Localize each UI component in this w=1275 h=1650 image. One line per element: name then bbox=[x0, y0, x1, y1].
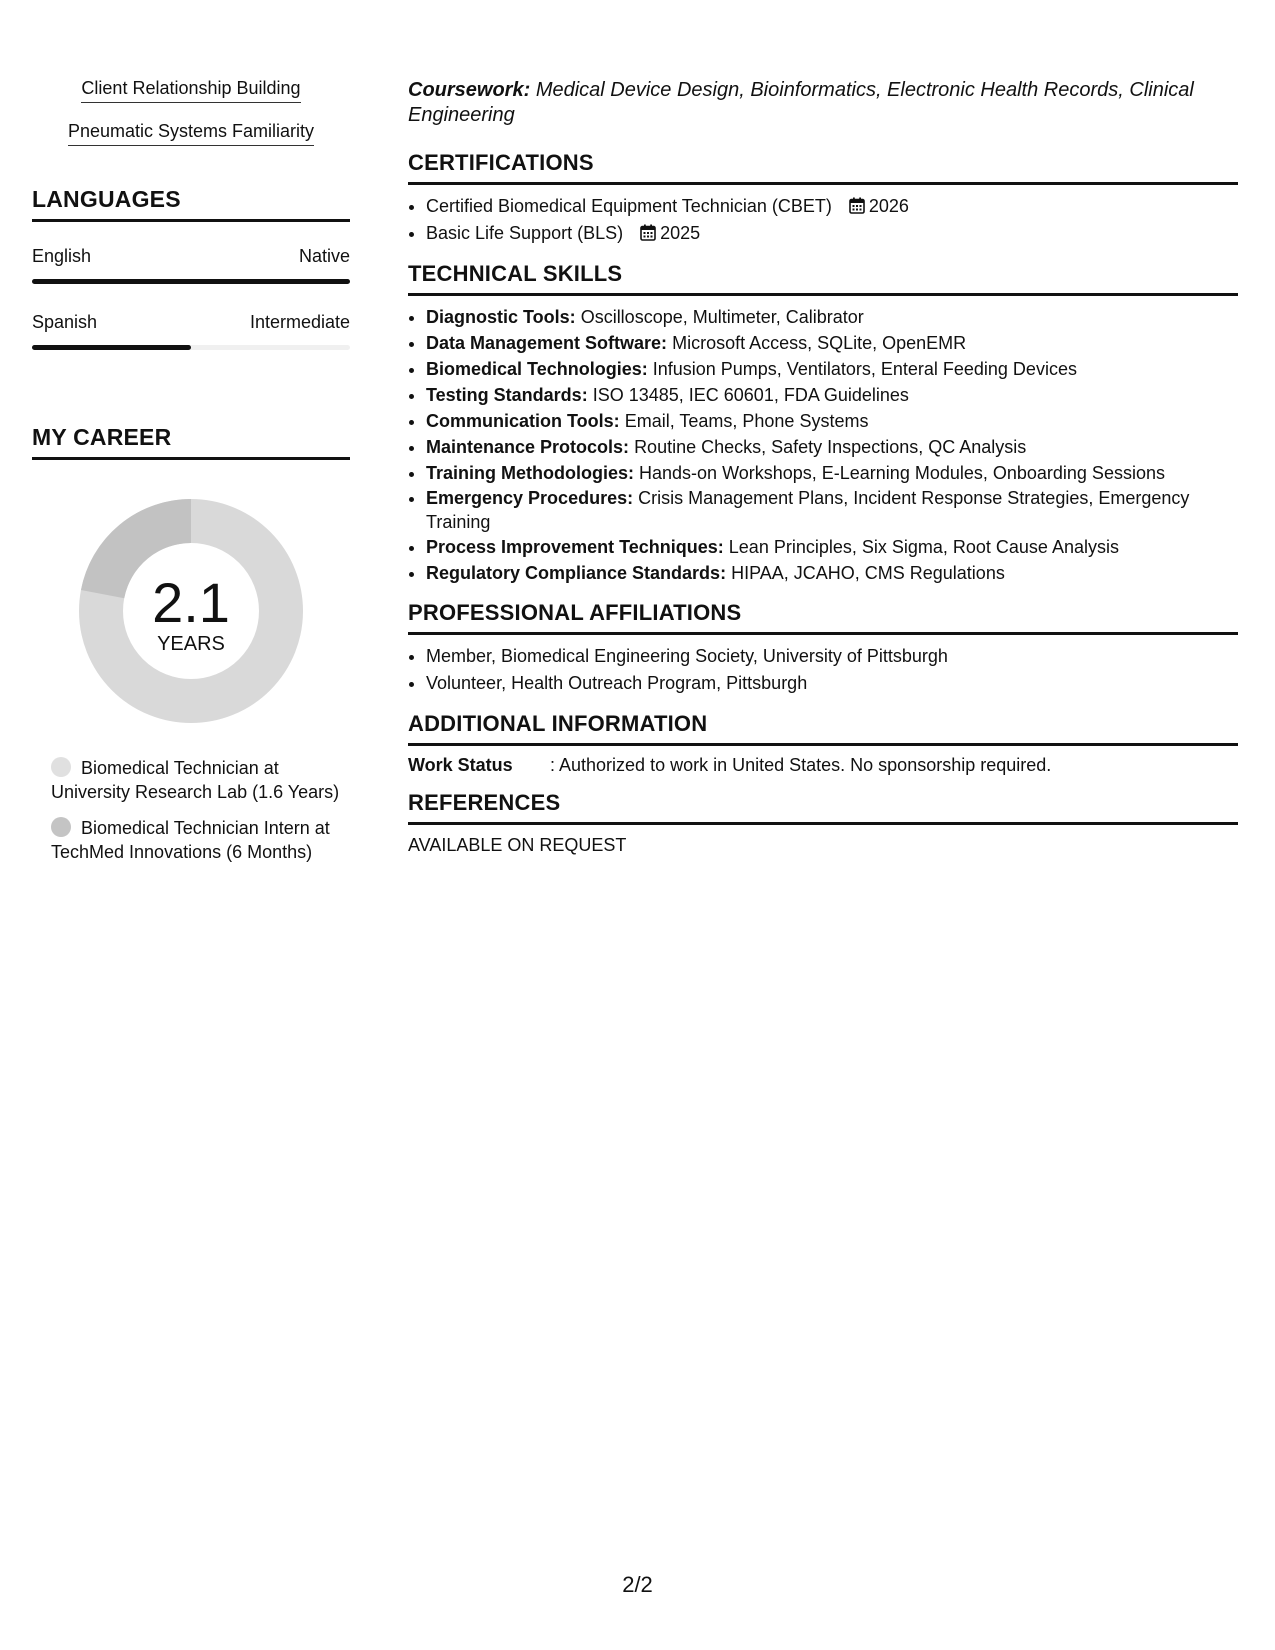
languages-heading: LANGUAGES bbox=[32, 186, 350, 222]
skill-category: Communication Tools: bbox=[426, 411, 620, 431]
technical-skill-item bbox=[426, 434, 1238, 460]
technical-skill-item bbox=[426, 534, 1238, 560]
language-proficiency-bar bbox=[32, 345, 350, 350]
technical-skill-item bbox=[426, 382, 1238, 408]
legend-dot bbox=[51, 817, 71, 837]
work-status-value: : Authorized to work in United States. No sponsorship required. bbox=[550, 755, 1052, 775]
certification-year: 2026 bbox=[868, 196, 909, 216]
career-heading: MY CAREER bbox=[32, 424, 350, 460]
career-unit: YEARS bbox=[157, 633, 225, 655]
certification-name: Certified Biomedical Equipment Technician (CBET) bbox=[426, 196, 832, 216]
skill-category: Maintenance Protocols: bbox=[426, 437, 630, 457]
certification-year: 2025 bbox=[660, 223, 701, 243]
career-item-label: Biomedical Technician Intern at TechMed Innovations (6 Months) bbox=[51, 818, 330, 862]
coursework bbox=[408, 78, 1238, 128]
skill-values: HIPAA, JCAHO, CMS Regulations bbox=[731, 563, 1005, 583]
technical-skill-item bbox=[426, 560, 1238, 586]
language-level: Intermediate bbox=[249, 312, 350, 332]
language-name: English bbox=[32, 246, 92, 266]
career-legend-item bbox=[51, 756, 350, 804]
additional-info-section bbox=[408, 711, 1238, 776]
skill-values: Lean Principles, Six Sigma, Root Cause Analysis bbox=[728, 537, 1119, 557]
language-item bbox=[32, 312, 350, 350]
skill-category: Biomedical Technologies: bbox=[426, 359, 648, 379]
affiliations-heading: PROFESSIONAL AFFILIATIONS bbox=[408, 600, 1238, 635]
career-total-years: 2.1 bbox=[152, 571, 230, 634]
page-number: 2/2 bbox=[622, 1572, 653, 1597]
references-heading: REFERENCES bbox=[408, 790, 1238, 825]
certifications-heading: CERTIFICATIONS bbox=[408, 150, 1238, 185]
skill-category: Regulatory Compliance Standards: bbox=[426, 563, 727, 583]
affiliation-item: • Member, Biomedical Engineering Society, University of Pittsburgh bbox=[426, 643, 1238, 670]
skill-category: Training Methodologies: bbox=[426, 463, 634, 483]
skill-category: Data Management Software: bbox=[426, 333, 668, 353]
calendar-icon bbox=[849, 197, 865, 214]
skill-values: Crisis Management Plans, Incident Response Strategies, Emergency Training bbox=[426, 488, 1190, 532]
career-item-label: Biomedical Technician at University Research Lab (1.6 Years) bbox=[51, 758, 340, 802]
technical-skills-section bbox=[408, 261, 1238, 586]
skill-category: Process Improvement Techniques: bbox=[426, 537, 724, 557]
skill-values: Hands-on Workshops, E-Learning Modules, Onboarding Sessions bbox=[639, 463, 1165, 483]
skill-values: ISO 13485, IEC 60601, FDA Guidelines bbox=[592, 385, 909, 405]
career-donut-chart bbox=[78, 498, 304, 724]
affiliations-section bbox=[408, 600, 1238, 697]
references-text: AVAILABLE ON REQUEST bbox=[408, 835, 627, 855]
skill-item bbox=[32, 78, 350, 103]
technical-skill-item bbox=[426, 304, 1238, 330]
skill-label: Pneumatic Systems Familiarity bbox=[68, 121, 314, 146]
skill-item bbox=[32, 121, 350, 146]
language-name: Spanish bbox=[32, 312, 98, 332]
certification-item bbox=[426, 193, 1238, 220]
technical-skills-heading: TECHNICAL SKILLS bbox=[408, 261, 1238, 296]
certifications-section bbox=[408, 150, 1238, 247]
career-legend-item bbox=[51, 816, 350, 864]
technical-skill-item bbox=[426, 330, 1238, 356]
skill-label: Client Relationship Building bbox=[81, 78, 300, 103]
technical-skill-item bbox=[426, 408, 1238, 434]
skill-values: Microsoft Access, SQLite, OpenEMR bbox=[672, 333, 967, 353]
language-item bbox=[32, 246, 350, 284]
technical-skill-item bbox=[426, 460, 1238, 486]
skill-values: Routine Checks, Safety Inspections, QC Analysis bbox=[634, 437, 1027, 457]
technical-skill-item bbox=[426, 486, 1238, 534]
language-level: Native bbox=[298, 246, 350, 266]
career-legend bbox=[32, 756, 350, 864]
legend-dot bbox=[51, 757, 71, 777]
language-proficiency-bar bbox=[32, 279, 350, 284]
language-proficiency-fill bbox=[32, 345, 191, 350]
skill-category: Emergency Procedures: bbox=[426, 488, 634, 508]
skill-values: Infusion Pumps, Ventilators, Enteral Feeding Devices bbox=[652, 359, 1077, 379]
certification-item bbox=[426, 220, 1238, 247]
work-status-label: Work Status bbox=[408, 755, 513, 775]
calendar-icon bbox=[640, 224, 656, 241]
language-proficiency-fill bbox=[32, 279, 350, 284]
references-section bbox=[408, 790, 1238, 856]
work-status-row bbox=[408, 755, 1238, 776]
additional-info-heading: ADDITIONAL INFORMATION bbox=[408, 711, 1238, 746]
coursework-label: Coursework: bbox=[408, 79, 531, 101]
skill-values: Email, Teams, Phone Systems bbox=[624, 411, 869, 431]
skill-category: Diagnostic Tools: bbox=[426, 307, 576, 327]
affiliation-item: • Volunteer, Health Outreach Program, Pittsburgh bbox=[426, 670, 1238, 697]
main-content bbox=[408, 78, 1238, 870]
skill-values: Oscilloscope, Multimeter, Calibrator bbox=[580, 307, 864, 327]
certification-name: Basic Life Support (BLS) bbox=[426, 223, 624, 243]
sidebar bbox=[32, 78, 350, 876]
coursework-text: Medical Device Design, Bioinformatics, Electronic Health Records, Clinical Engineering bbox=[408, 79, 1194, 126]
technical-skill-item bbox=[426, 356, 1238, 382]
skill-category: Testing Standards: bbox=[426, 385, 588, 405]
